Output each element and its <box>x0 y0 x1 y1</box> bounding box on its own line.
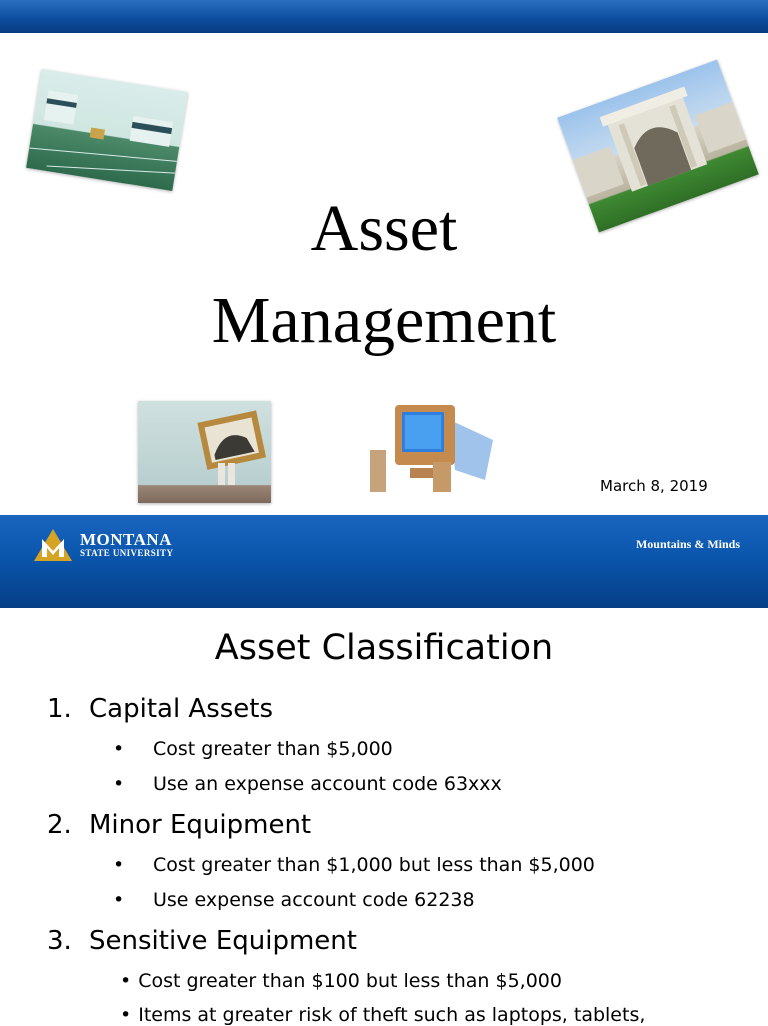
building-photo <box>26 69 188 191</box>
title-line-1: Asset <box>310 192 458 265</box>
item-label: Capital Assets <box>89 694 274 724</box>
title-line-2: Management <box>211 284 557 357</box>
bullet-icon: • <box>120 970 132 992</box>
list-item-minor-equipment <box>47 810 311 840</box>
list-item-sensitive-equipment <box>47 926 357 956</box>
bullet-item <box>113 773 502 795</box>
bullet-text: Use expense account code 62238 <box>153 889 475 911</box>
bullet-icon: • <box>113 773 125 795</box>
bullet-text: Cost greater than $100 but less than $5,000 <box>138 970 562 992</box>
bullet-text: Use an expense account code 63xxx <box>153 773 502 795</box>
classification-slide <box>0 608 768 1024</box>
footer-tagline: Mountains & Minds <box>635 537 740 551</box>
bullet-item <box>113 854 595 876</box>
msu-footer-bar <box>0 515 768 608</box>
slide-title <box>0 183 768 367</box>
msu-logo <box>32 527 173 563</box>
bullet-icon: • <box>113 889 125 911</box>
bullet-icon: • <box>113 738 125 760</box>
logo-montana-text: MONTANA <box>80 530 172 549</box>
bullet-text: Cost greater than $5,000 <box>153 738 393 760</box>
list-item-capital-assets <box>47 694 273 724</box>
logo-state-university-text: STATE UNIVERSITY <box>80 548 174 558</box>
bullet-text: Items at greater risk of theft such as laptops, tablets, <box>138 1004 646 1026</box>
item-number: 1. <box>47 694 72 724</box>
painting-photo <box>138 401 271 503</box>
item-number: 3. <box>47 926 72 956</box>
item-number: 2. <box>47 810 72 840</box>
computer-clipart <box>365 400 495 500</box>
bullet-item <box>120 970 562 992</box>
bullet-icon: • <box>120 1004 132 1026</box>
bullet-item <box>113 738 393 760</box>
title-slide <box>0 33 768 515</box>
item-label: Sensitive Equipment <box>89 926 357 956</box>
top-banner <box>0 0 768 33</box>
bullet-item <box>113 889 475 911</box>
bullet-text: Cost greater than $1,000 but less than $5,000 <box>153 854 595 876</box>
bullet-item <box>120 1004 645 1026</box>
msu-m-logo-icon <box>32 527 74 563</box>
bullet-icon: • <box>113 854 125 876</box>
presentation-date: March 8, 2019 <box>600 477 708 495</box>
slide-heading: Asset Classification <box>214 628 554 668</box>
item-label: Minor Equipment <box>89 810 312 840</box>
